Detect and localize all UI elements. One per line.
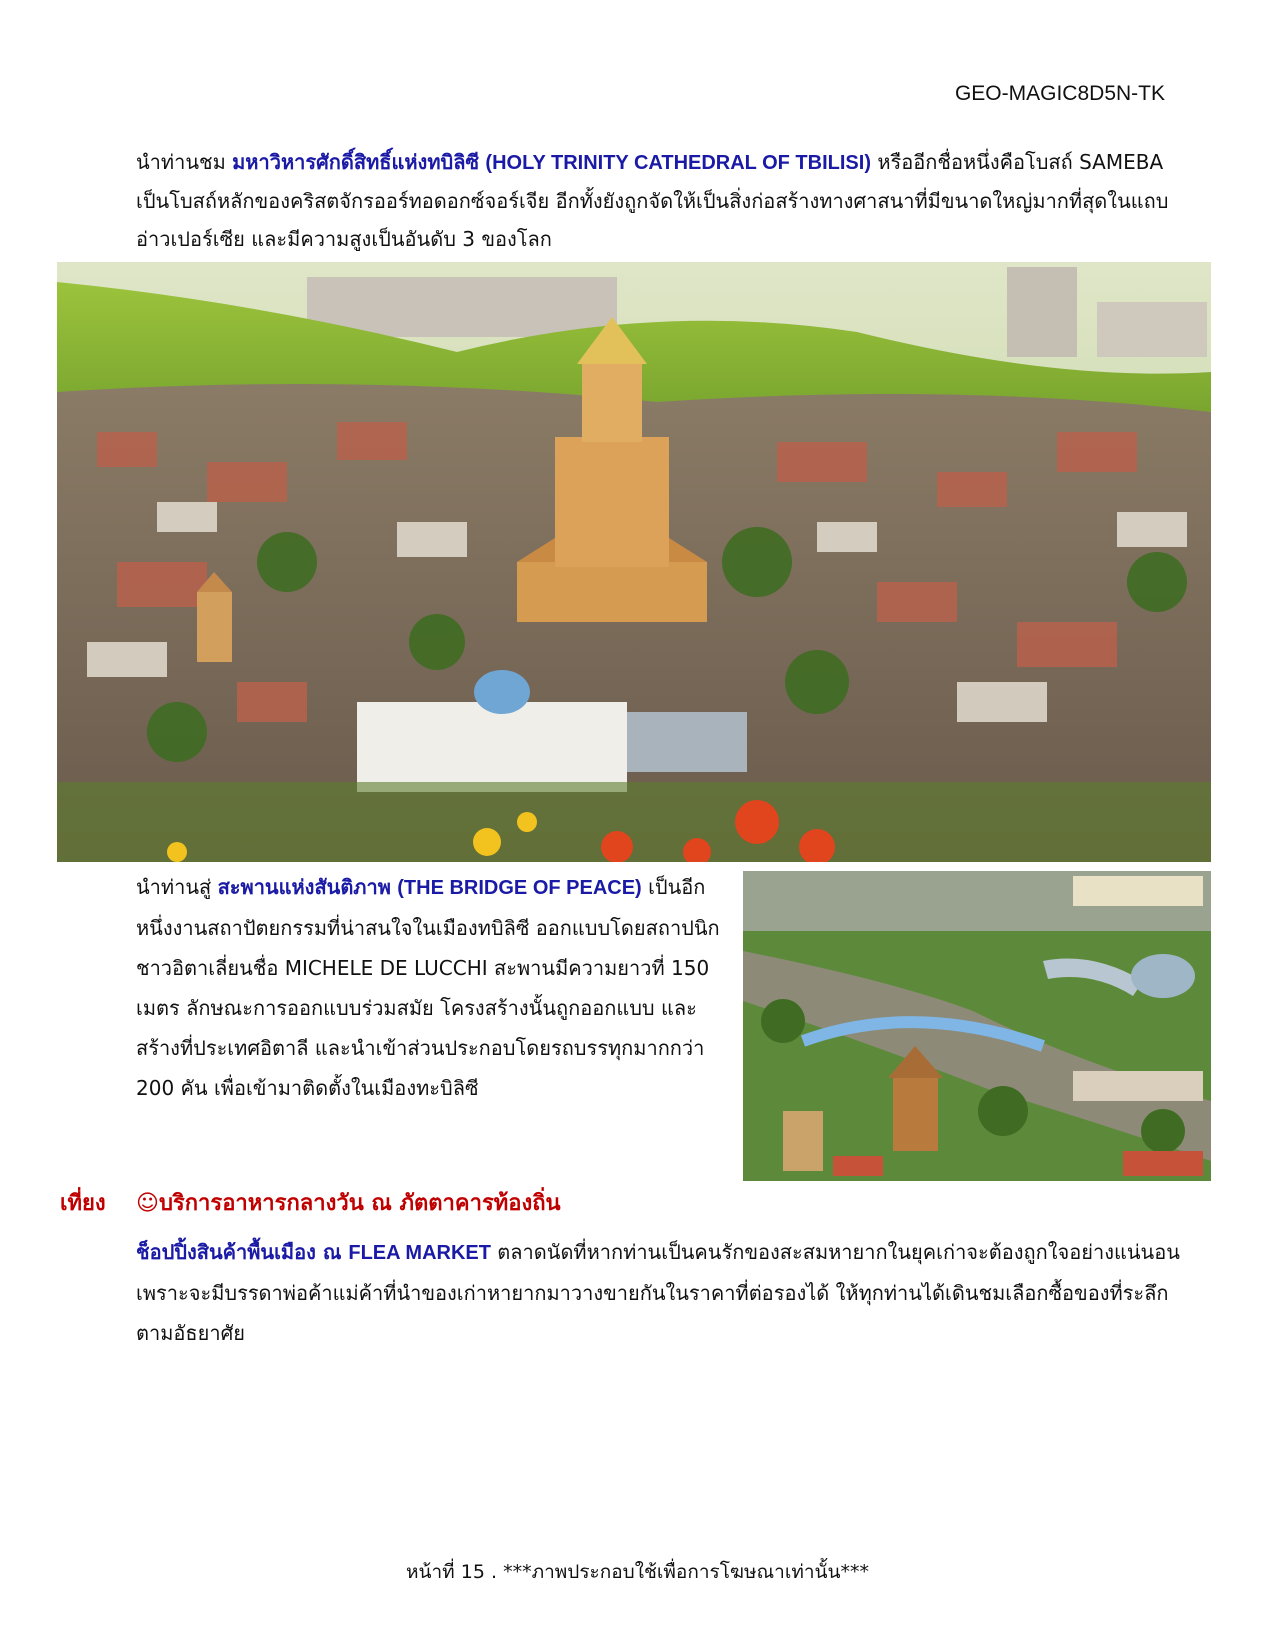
page-footer <box>0 1557 1275 1587</box>
lunch-line <box>136 1185 561 1220</box>
cathedral-name-th: มหาวิหารศักดิ์สิทธิ์แห่งทบิลิซี <box>232 150 480 174</box>
bridge-paragraph <box>136 867 736 1108</box>
cathedral-intro: นำท่านชม <box>136 150 233 174</box>
flea-market-paragraph <box>136 1232 1185 1353</box>
lunch-label: เที่ยง <box>60 1191 106 1216</box>
footer-separator: . <box>484 1561 504 1583</box>
tbilisi-cathedral-photo <box>57 262 1211 862</box>
footer-disclaimer: ***ภาพประกอบใช้เพื่อการโฆษณาเท่านั้น*** <box>503 1561 869 1583</box>
bridge-name-en: (THE BRIDGE OF PEACE) <box>397 877 642 899</box>
bridge-intro: นำท่านสู่ <box>136 875 218 899</box>
footer-page-number: 15 <box>460 1561 485 1583</box>
bridge-of-peace-photo <box>743 871 1211 1181</box>
flea-market-description: ตลาดนัดที่หากท่านเป็นคนรักของสะสมหายากในยุคเก่าจะต้องถูกใจอย่างแน่นอน เพราะจะมีบรรดาพ่อค้าแม่ค้าที่นำของเก่าหายากมาวางขายกันในราคาที่ต่อรองได้ ให้ทุกท่านได้เดินชมเลือกซื้อของที่ระลึกตามอัธยาศัย <box>136 1240 1180 1345</box>
smiley-icon: ☺ <box>136 1191 159 1216</box>
flea-market-name-en: FLEA MARKET <box>348 1242 491 1264</box>
bridge-description: เป็นอีกหนึ่งงานสถาปัตยกรรมที่น่าสนใจในเมืองทบิลิซี ออกแบบโดยสถาปนิกชาวอิตาเลี่ยนชื่อ MICHELE DE LUCCHI สะพานมีความยาวที่ 150 เมตร ลักษณะการออกแบบร่วมสมัย โครงสร้างนั้นถูกออกแบบ และสร้างที่ประเทศอิตาลี และนำเข้าส่วนประกอบโดยรถบรรทุกมากกว่า 200 คัน เพื่อเข้ามาติดตั้งในเมืองทะบิลิซี <box>136 875 720 1100</box>
bridge-name-th: สะพานแห่งสันติภาพ <box>217 875 391 899</box>
cathedral-name-en: (HOLY TRINITY CATHEDRAL OF TBILISI) <box>485 152 871 174</box>
lunch-text: บริการอาหารกลางวัน ณ ภัตตาคารท้องถิ่น <box>158 1191 561 1216</box>
footer-page-prefix: หน้าที่ <box>406 1561 461 1583</box>
tour-code: GEO-MAGIC8D5N-TK <box>954 82 1165 105</box>
cathedral-paragraph <box>136 143 1185 258</box>
cathedral-description: หรืออีกชื่อหนึ่งคือโบสถ์ SAMEBA เป็นโบสถ์หลักของคริสตจักรออร์ทอดอกซ์จอร์เจีย อีกทั้งยังถูกจัดให้เป็นสิ่งก่อสร้างทางศาสนาที่มีขนาดใหญ่มากที่สุดในแถบอ่าวเปอร์เซีย และมีความสูงเป็นอันดับ 3 ของโลก <box>136 150 1169 251</box>
flea-market-name-th: ช็อปปิ้งสินค้าพื้นเมือง ณ <box>136 1240 349 1264</box>
